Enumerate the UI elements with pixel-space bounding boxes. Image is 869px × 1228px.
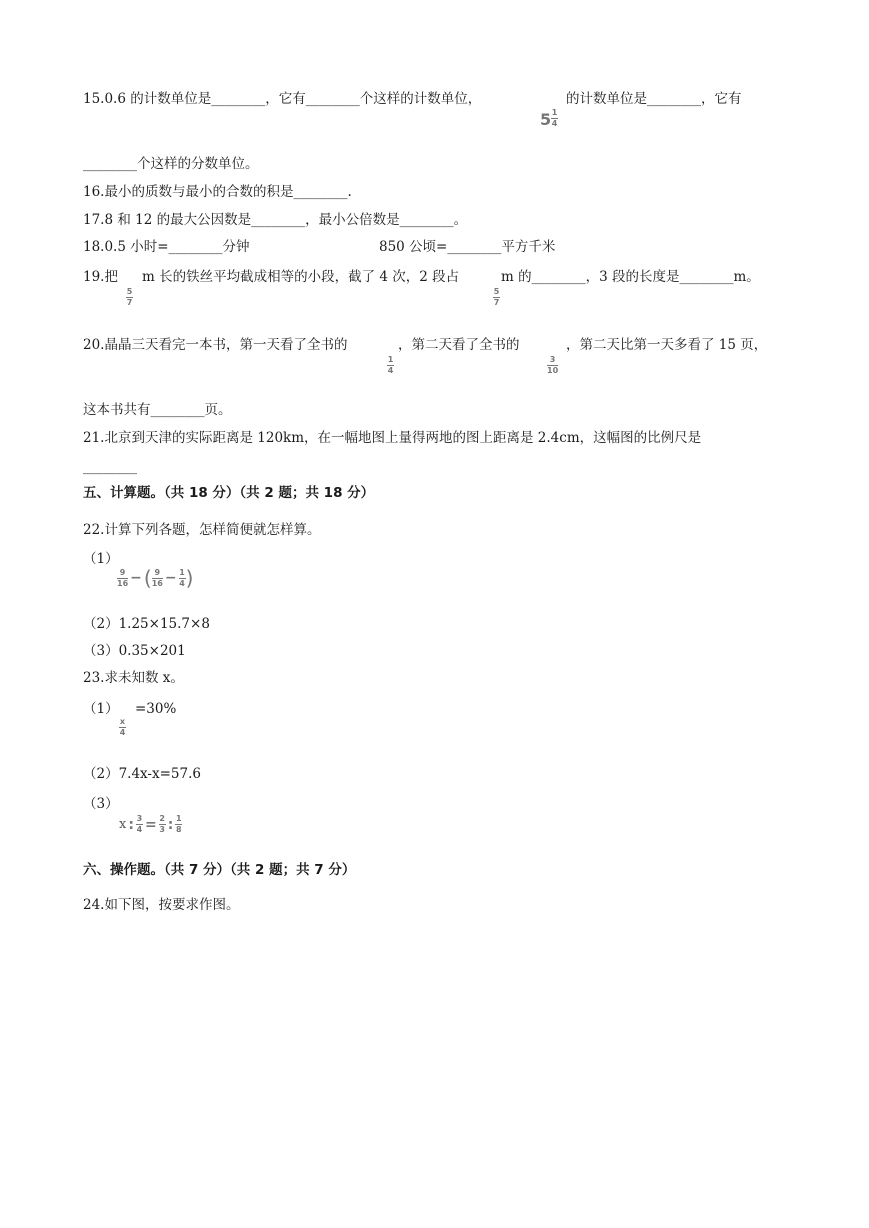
q23-part2: （2）7.4x-x=57.6 xyxy=(83,766,201,782)
q23-frac-b: $\frac{2}{3}$ xyxy=(159,814,165,834)
q23-equals: = xyxy=(144,816,157,833)
q19-fraction-2: 5 7 xyxy=(493,287,500,307)
q21-a: 21.北京到天津的实际距离是 120km，在一幅地图上量得两地的图上距离是 2.4cm，这幅图的比例尺是 xyxy=(83,430,702,446)
q22-right-paren: ) xyxy=(185,566,194,590)
q23-colon-1: : xyxy=(128,816,134,833)
q15-line1-b xyxy=(566,90,742,108)
q16: 16.最小的质数与最小的合数的积是________. xyxy=(83,184,352,200)
q19-fraction-1: 5 7 xyxy=(126,287,133,307)
q23-colon-2: : xyxy=(167,816,174,833)
q23-fraction-1: x 4 xyxy=(119,717,126,737)
q20-c: ，第二天比第一天多看了 15 页， xyxy=(566,337,768,353)
q20-fraction-1: 1 4 xyxy=(387,355,394,375)
q19-c: m 的________，3 段的长度是________m。 xyxy=(501,269,760,285)
q22-expression-1 xyxy=(117,566,193,590)
q23-title: 23.求未知数 x。 xyxy=(83,670,184,686)
q15-mixed-fraction: 1 4 xyxy=(551,108,558,128)
q23-part1-label: （1） xyxy=(83,701,119,717)
q21-b: ________ xyxy=(83,459,137,475)
q22-minus-1: − xyxy=(130,570,142,586)
q18-b: 850 公顷=________平方千米 xyxy=(379,239,556,255)
q18-a: 18.0.5 小时=________分钟 xyxy=(83,239,250,255)
q17: 17.8 和 12 的最大公因数是________，最小公倍数是________。 xyxy=(83,212,468,228)
q22-part2: （2）1.25×15.7×8 xyxy=(83,616,210,632)
q22-left-paren: ( xyxy=(143,566,152,590)
q15-text-b: 的计数单位是________，它有 xyxy=(566,91,742,107)
q19-b: m 长的铁丝平均截成相等的小段，截了 4 次，2 段占 xyxy=(142,269,460,285)
q15-line2 xyxy=(83,155,259,173)
q24: 24.如下图，按要求作图。 xyxy=(83,897,240,913)
q22-title: 22.计算下列各题，怎样简便就怎样算。 xyxy=(83,522,321,538)
q20-a: 20.晶晶三天看完一本书，第一天看了全书的 xyxy=(83,337,348,353)
q15-text-a: 15.0.6 的计数单位是________，它有________个这样的计数单位， xyxy=(83,91,482,107)
q15-mixed-whole: 5 xyxy=(540,110,552,129)
q23-x-variable: x xyxy=(119,817,127,832)
q22-frac-b: $\frac{9}{16}$ xyxy=(151,567,163,588)
q23-frac-a: $\frac{3}{4}$ xyxy=(136,814,143,834)
q19-a: 19.把 xyxy=(83,269,118,285)
q23-expression-3 xyxy=(119,815,182,834)
q15-text-c: ________个这样的分数单位。 xyxy=(83,156,259,172)
section-5-title: 五、计算题。（共 18 分）（共 2 题；共 18 分） xyxy=(83,485,375,501)
q20-fraction-2: 3 10 xyxy=(547,355,559,375)
q22-part1-label: （1） xyxy=(83,551,119,567)
q22-frac-c: $\frac{1}{4}$ xyxy=(179,567,185,588)
q20-d: 这本书共有________页。 xyxy=(83,402,232,418)
q22-frac-a: $\frac{9}{16}$ xyxy=(117,567,129,588)
q15-line1 xyxy=(83,90,481,108)
q23-part3-label: （3） xyxy=(83,796,119,812)
q20-b: ，第二天看了全书的 xyxy=(398,337,520,353)
q23-frac-c: $\frac{1}{8}$ xyxy=(176,814,182,834)
q22-part3: （3）0.35×201 xyxy=(83,643,186,659)
q23-part1-rhs: =30% xyxy=(135,701,177,717)
section-6-title: 六、操作题。（共 7 分）（共 2 题；共 7 分） xyxy=(83,862,356,878)
q22-minus-2: − xyxy=(164,570,177,586)
